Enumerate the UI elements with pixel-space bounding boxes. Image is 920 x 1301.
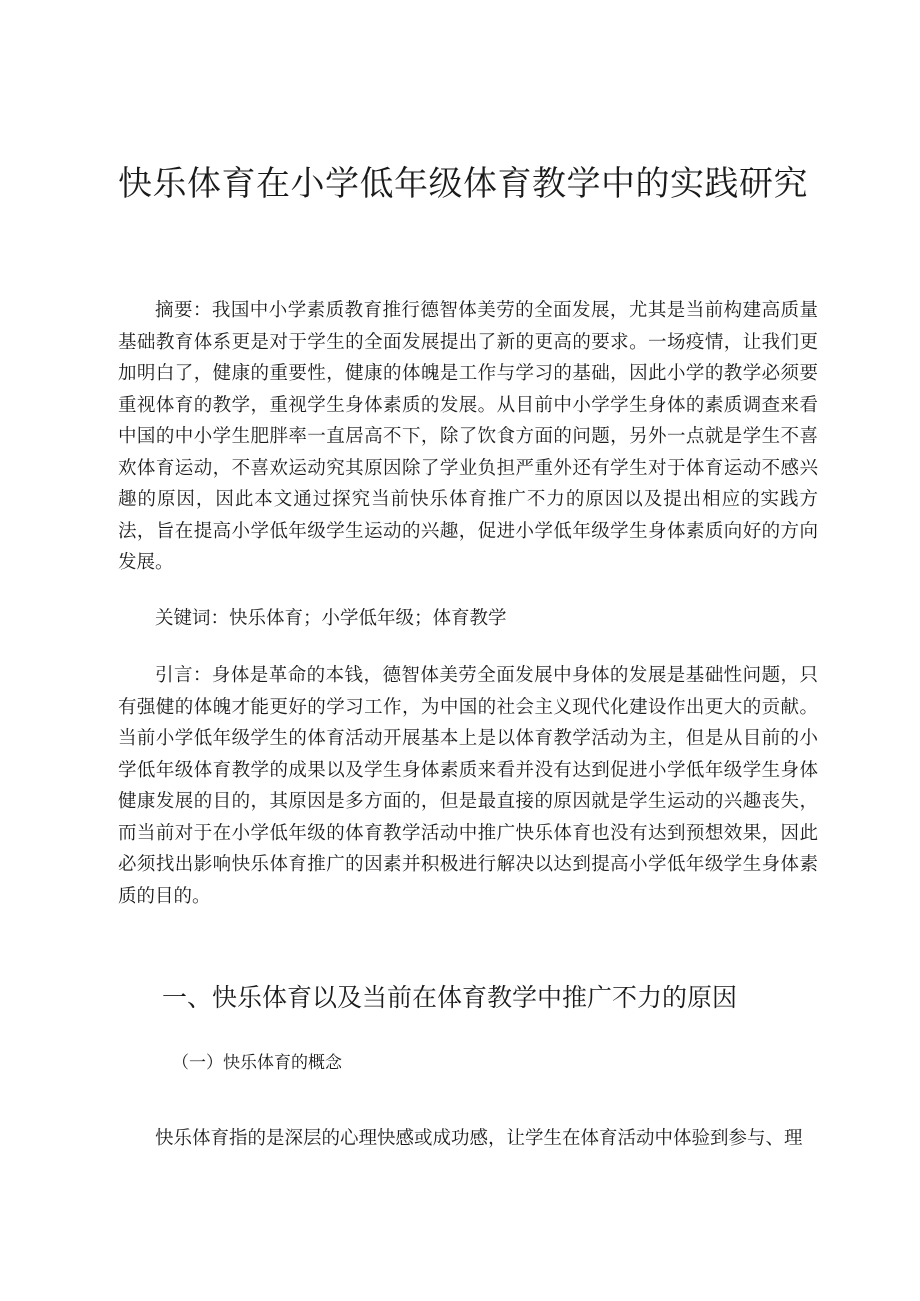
document-title: 快乐体育在小学低年级体育教学中的实践研究 bbox=[118, 164, 808, 204]
section-body-paragraph: 快乐体育指的是深层的心理快感或成功感，让学生在体育活动中体验到参与、理 bbox=[155, 1128, 803, 1149]
section-heading: 一、快乐体育以及当前在体育教学中推广不力的原因 bbox=[162, 983, 738, 1012]
subsection-heading: （一）快乐体育的概念 bbox=[172, 1053, 342, 1073]
keywords-line: 关键词：快乐体育；小学低年级；体育教学 bbox=[155, 608, 507, 629]
introduction-paragraph: 引言：身体是革命的本钱，德智体美劳全面发展中身体的发展是基础性问题，只有强健的体魄才能更好的学习工作，为中国的社会主义现代化建设作出更大的贡献。当前小学低年级学生的体育活动开展基本上是以体育教学活动为主，但是从目前的小学低年级体育教学的成果以及学生身体素质来看并没有达到促进小学低年级学生身体健康发展的目的，其原因是多方面的，但是最直接的原因就是学生运动的兴趣丧失，而当前对于在小学低年级的体育教学活动中推广快乐体育也没有达到预想效果，因此必须找出影响快乐体育推广的因素并积极进行解决以达到提高小学低年级学生身体素质的目的。 bbox=[118, 665, 818, 907]
abstract-paragraph: 摘要：我国中小学素质教育推行德智体美劳的全面发展，尤其是当前构建高质量基础教育体系更是对于学生的全面发展提出了新的更高的要求。一场疫情，让我们更加明白了，健康的重要性，健康的体魄是工作与学习的基础，因此小学的教学必须要重视体育的教学，重视学生身体素质的发展。从目前中小学学生身体的素质调查来看中国的中小学生肥胖率一直居高不下，除了饮食方面的问题，另外一点就是学生不喜欢体育运动，不喜欢运动究其原因除了学业负担严重外还有学生对于体育运动不感兴趣的原因，因此本文通过探究当前快乐体育推广不力的原因以及提出相应的实践方法，旨在提高小学低年级学生运动的兴趣，促进小学低年级学生身体素质向好的方向发展。 bbox=[118, 300, 818, 573]
